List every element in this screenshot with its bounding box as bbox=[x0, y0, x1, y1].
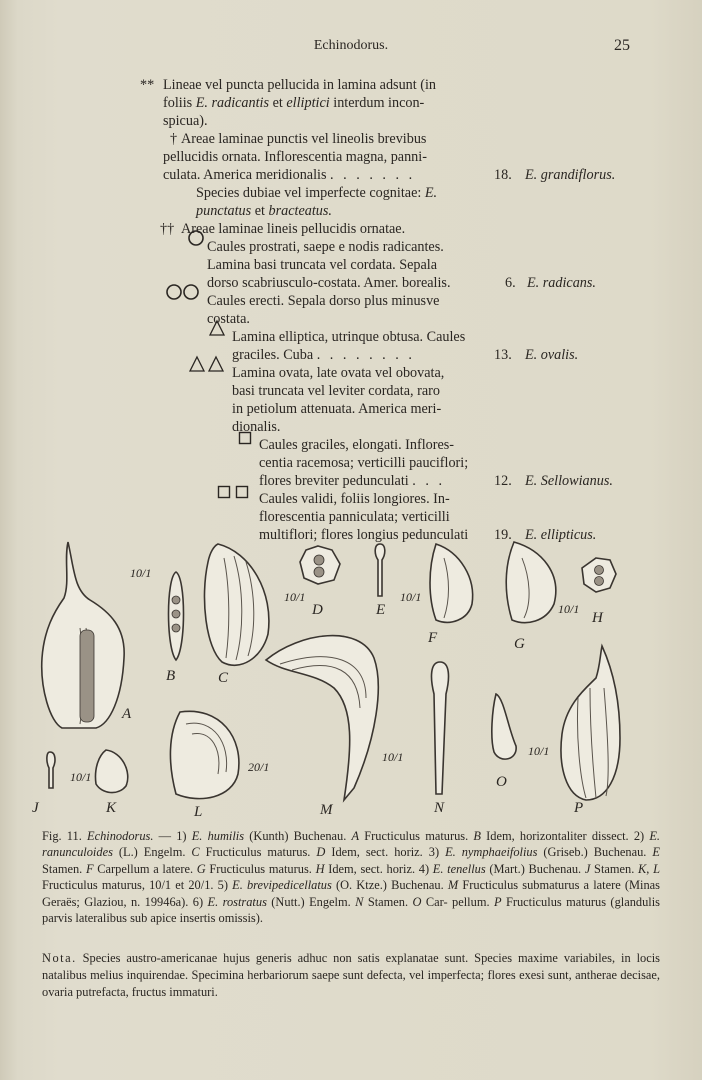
species-name: E. ovalis. bbox=[525, 347, 579, 363]
species-name: E. grandiflorus. bbox=[525, 167, 616, 183]
key-line: Caules graciles, elongati. Inflores- bbox=[259, 437, 455, 453]
species-number: 6. bbox=[505, 275, 516, 291]
figure-label-k: K bbox=[106, 800, 117, 816]
running-title: Echinodorus. bbox=[313, 38, 389, 53]
figure-label-g: G bbox=[514, 636, 525, 652]
figure-label-f: F bbox=[428, 630, 438, 646]
key-line: punctatus et bracteatus. bbox=[196, 203, 332, 219]
key-line: spicua). bbox=[163, 113, 208, 129]
figure-label-p: P bbox=[574, 800, 584, 816]
key-line: in petiolum attenuata. America meri- bbox=[232, 401, 442, 417]
key-line: dionalis. bbox=[232, 419, 281, 435]
key-line: pellucidis ornata. Inflorescentia magna, panni- bbox=[163, 149, 427, 165]
nota-label: Nota. bbox=[42, 951, 77, 965]
figure-k-fruit bbox=[95, 750, 127, 793]
magnification-label: 10/1 bbox=[528, 744, 550, 758]
botanical-figure bbox=[30, 538, 670, 828]
key-line: Caules prostrati, saepe e nodis radicantes. bbox=[207, 239, 444, 255]
figure-c-fruit bbox=[204, 544, 268, 665]
magnification-label: 10/1 bbox=[382, 750, 404, 764]
species-name: E. ellipticus. bbox=[525, 527, 597, 543]
key-line: Caules erecti. Sepala dorso plus minusve bbox=[207, 293, 440, 309]
key-line: Areae laminae lineis pellucidis ornatae. bbox=[181, 221, 406, 237]
triangle-symbol bbox=[208, 318, 226, 337]
species-name: E. radicans. bbox=[527, 275, 596, 291]
page-number: 25 bbox=[614, 37, 630, 54]
figure-drawings bbox=[30, 538, 670, 828]
figure-label-h: H bbox=[592, 610, 603, 626]
key-marker-dagger: † bbox=[170, 131, 178, 147]
magnification-label: 20/1 bbox=[248, 760, 270, 774]
figure-n-stamen bbox=[432, 662, 449, 794]
key-line: basi truncata vel leviter cordata, raro bbox=[232, 383, 440, 399]
key-line: costata. bbox=[207, 311, 250, 327]
key-line: florescentia panniculata; verticilli bbox=[259, 509, 450, 525]
key-line: Lamina elliptica, utrinque obtusa. Caules bbox=[232, 329, 466, 345]
key-marker-double-dagger: †† bbox=[160, 221, 175, 237]
key-line: Areae laminae punctis vel lineolis brevibus bbox=[181, 131, 427, 147]
species-number: 19. bbox=[494, 527, 512, 543]
magnification-label: 10/1 bbox=[70, 770, 92, 784]
key-line: multiflori; flores longius pedunculati bbox=[259, 527, 469, 543]
figure-label-j: J bbox=[32, 800, 39, 816]
key-line: dorso scabriusculo-costata. Amer. borealis. bbox=[207, 275, 451, 291]
key-marker-double-star: ** bbox=[140, 77, 155, 93]
figure-label-e: E bbox=[376, 602, 386, 618]
figure-g-fruit bbox=[506, 542, 556, 623]
key-line: flores breviter pedunculati . . . bbox=[259, 473, 445, 489]
figure-a-seed bbox=[80, 630, 94, 722]
nota-paragraph: Nota. Species austro-americanae hujus generis adhuc non satis explanatae sunt. Species maxime variabiles, in locis natalibus melius inquirendae. Specimina herbariorum saepe sunt defecta, vel imperfecta; flores exesi sunt, antherae decisae, ovaria putrefacta, fructus immaturi. bbox=[42, 951, 660, 999]
species-number: 12. bbox=[494, 473, 512, 489]
figure-label-a: A bbox=[122, 706, 132, 722]
species-name: E. Sellowianus. bbox=[525, 473, 613, 489]
figure-label-m: M bbox=[320, 802, 333, 818]
key-line: Lamina ovata, late ovata vel obovata, bbox=[232, 365, 445, 381]
double-triangle-symbol bbox=[188, 354, 228, 373]
circle-symbol bbox=[187, 228, 205, 247]
key-line: Lamina basi truncata vel cordata. Sepala bbox=[207, 257, 438, 273]
square-symbol bbox=[238, 428, 252, 446]
figure-label-o: O bbox=[496, 774, 507, 790]
figure-label-c: C bbox=[218, 670, 229, 686]
double-circle-symbol bbox=[165, 282, 201, 301]
figure-label-n: N bbox=[434, 800, 445, 816]
figure-h-section bbox=[582, 558, 616, 592]
figure-e-stamen bbox=[375, 544, 385, 596]
magnification-label: 10/1 bbox=[558, 602, 580, 616]
key-line: culata. America meridionalis . . . . . . . bbox=[163, 167, 416, 183]
species-number: 13. bbox=[494, 347, 512, 363]
magnification-label: 10/1 bbox=[284, 590, 306, 604]
key-line: centia racemosa; verticilli pauciflori; bbox=[259, 455, 469, 471]
figure-label-b: B bbox=[166, 668, 176, 684]
magnification-label: 10/1 bbox=[130, 566, 152, 580]
key-line: Species dubiae vel imperfecte cognitae: E. bbox=[196, 185, 438, 201]
double-square-symbol bbox=[217, 482, 251, 500]
figure-o-carpel bbox=[492, 694, 516, 759]
figure-j-stamen bbox=[47, 752, 55, 788]
figure-label-l: L bbox=[194, 804, 203, 820]
figure-caption: Fig. 11. Echinodorus. — 1) E. humilis (Kunth) Buchenau. A Fructiculus maturus. B Idem, horizontaliter dissect. 2) E. ranunculoides (L.) Engelm. C Fructiculus maturus. D Idem, sect. horiz. 3) E. nymphaeifolius (Griseb.) Buchenau. E Stamen. F Carpellum a latere. G Fructiculus maturus. H Idem, sect. horiz. 4) E. tenellus (Mart.) Buchenau. J Stamen. K, L Fructiculus maturus, 10/1 et 20/1. 5) E. brevipedicellatus (O. Ktze.) Buchenau. M Fructiculus submaturus a latere (Minas Geraës; Glaziou, n. 19946a). 6) E. rostratus (Nutt.) Engelm. N Stamen. O Car- pellum. P Fructiculus maturus (glandulis parvis lateralibus sub apice insertis omissis). bbox=[42, 829, 661, 926]
species-number: 18. bbox=[494, 167, 512, 183]
magnification-label: 10/1 bbox=[400, 590, 422, 604]
key-line: Caules validi, foliis longiores. In- bbox=[259, 491, 450, 507]
key-line: graciles. Cuba . . . . . . . . bbox=[232, 347, 415, 363]
key-line: Lineae vel puncta pellucida in lamina adsunt (in bbox=[163, 77, 437, 93]
figure-m-fruit bbox=[266, 636, 378, 800]
figure-f-carpel bbox=[430, 544, 473, 622]
figure-label-d: D bbox=[312, 602, 323, 618]
key-line: foliis E. radicantis et elliptici interdum incon- bbox=[163, 95, 425, 111]
